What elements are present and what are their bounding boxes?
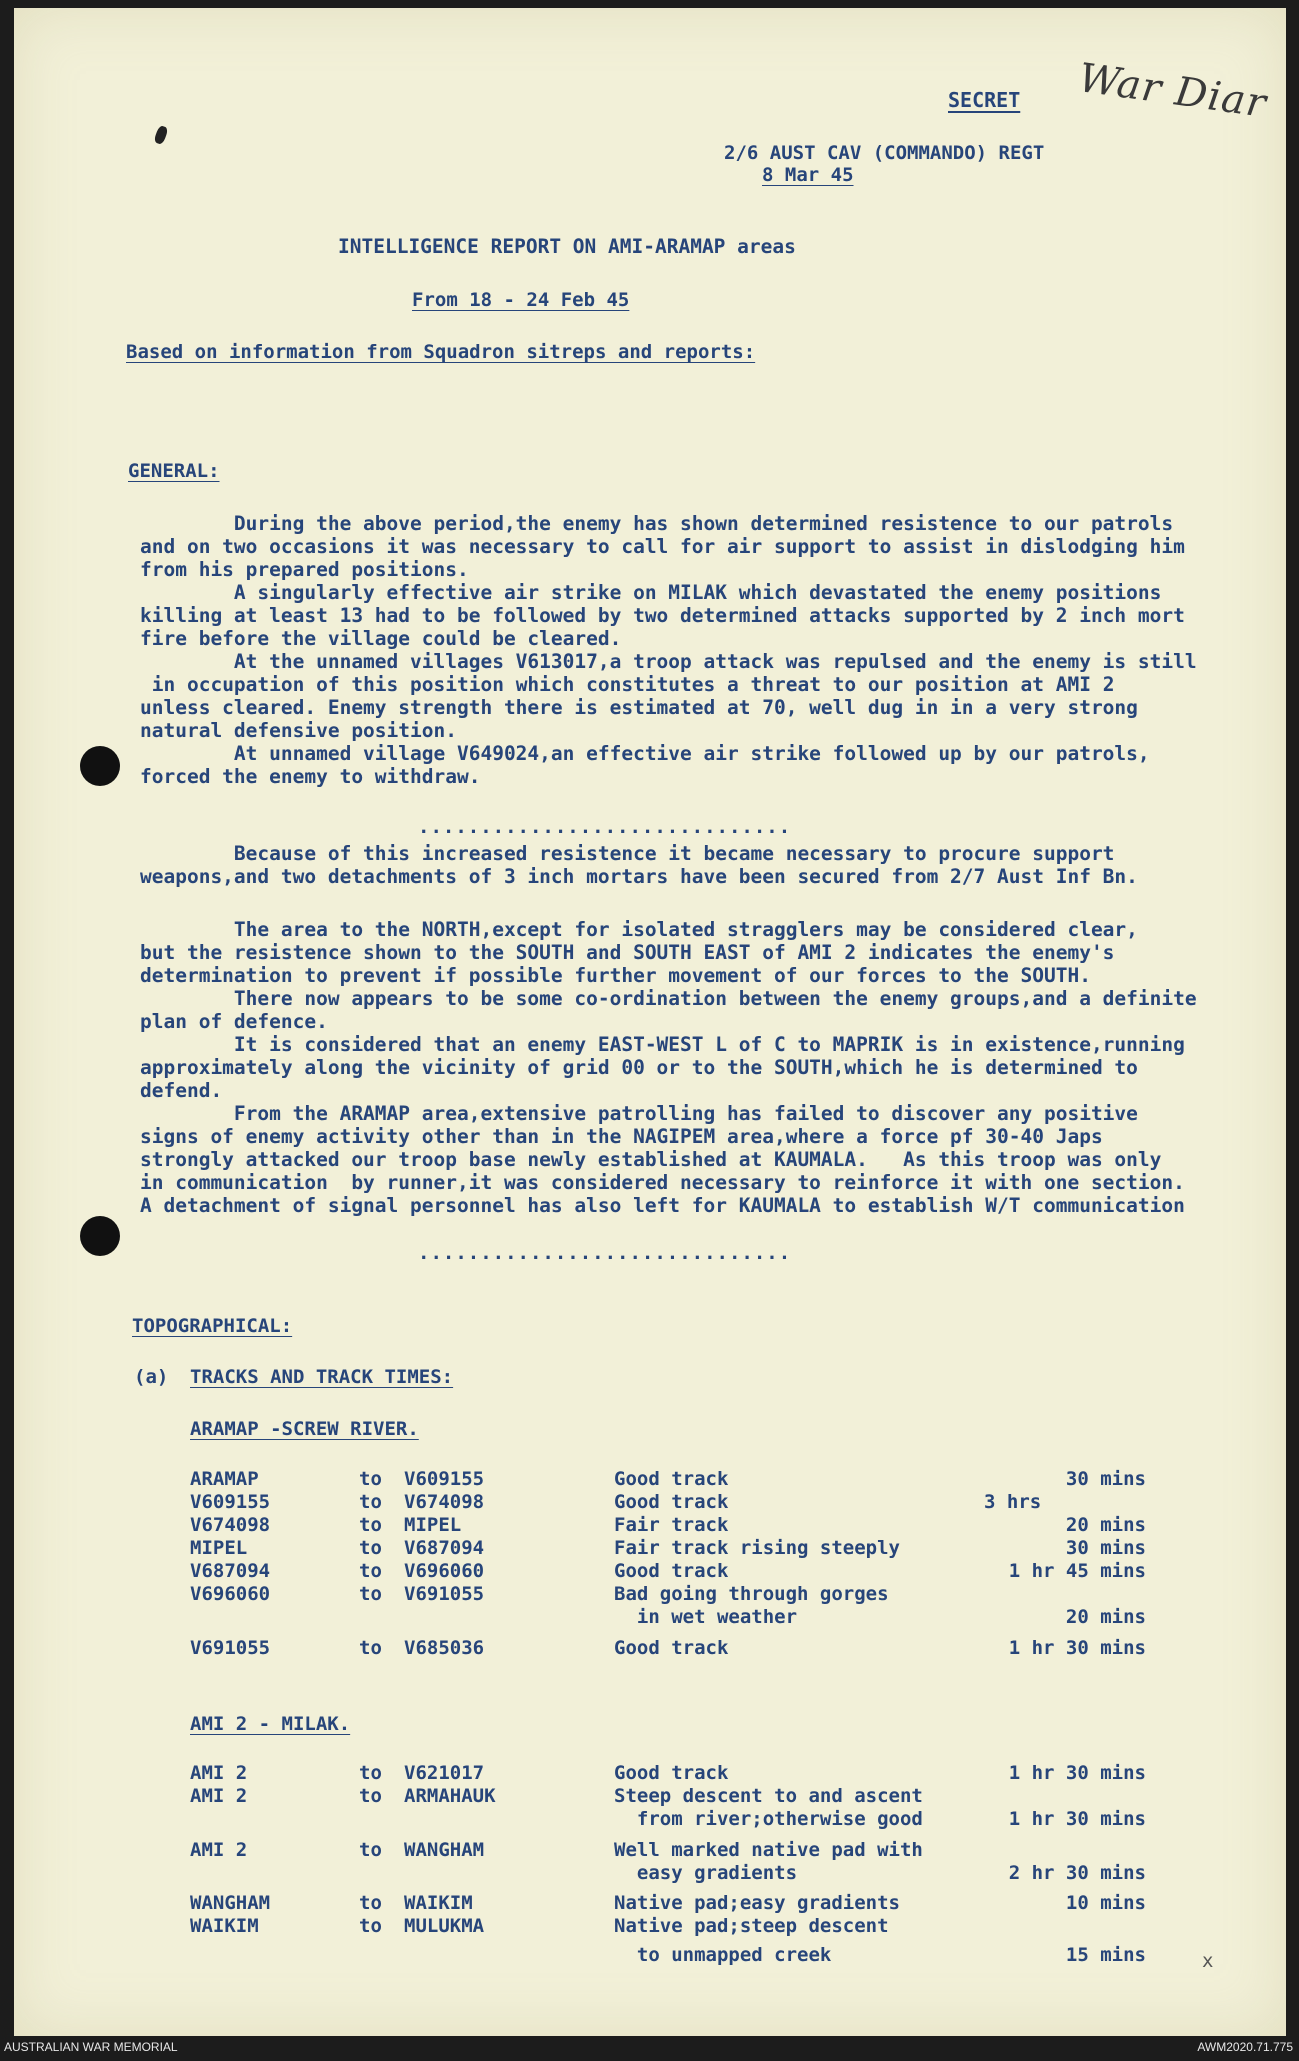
description-cell: Native pad;easy gradients <box>614 1892 900 1914</box>
from-cell: WAIKIM <box>190 1915 259 1937</box>
text-line: From the ARAMAP area,extensive patrolling has failed to discover any positive <box>140 1102 1138 1125</box>
unit-name: 2/6 AUST CAV (COMMANDO) REGT <box>724 142 1045 164</box>
description-cell: Fair track <box>614 1514 729 1536</box>
text-line: There now appears to be some co-ordination between the enemy groups,and a definite <box>140 987 1197 1010</box>
from-cell: ARAMAP <box>190 1468 259 1490</box>
to-word: to <box>359 1560 382 1582</box>
report-basis: Based on information from Squadron sitreps and reports: <box>126 341 756 363</box>
document-sheet <box>14 8 1286 2036</box>
from-cell: V696060 <box>190 1583 271 1605</box>
to-word: to <box>359 1637 382 1659</box>
punch-hole-top <box>80 746 120 786</box>
to-cell: MULUKMA <box>404 1915 485 1937</box>
time-cell: 3 hrs <box>984 1491 1042 1513</box>
text-line: natural defensive position. <box>140 719 457 742</box>
general-heading: GENERAL: <box>128 460 220 482</box>
general-block-3 <box>140 918 1250 1217</box>
to-word: to <box>359 1762 382 1784</box>
description-cell: to unmapped creek <box>614 1944 832 1966</box>
to-word: to <box>359 1583 382 1605</box>
text-line: weapons,and two detachments of 3 inch mortars have been secured from 2/7 Aust Inf Bn. <box>140 865 1138 888</box>
text-line: strongly attacked our troop base newly established at KAUMALA. As this troop was only <box>140 1148 1162 1171</box>
description-cell: Good track <box>614 1637 729 1659</box>
from-cell: V674098 <box>190 1514 271 1536</box>
text-line: in occupation of this position which constitutes a threat to our position at AMI 2 <box>140 673 1115 696</box>
time-cell: 30 mins <box>1065 1537 1146 1559</box>
time-cell: 2 hr 30 mins <box>1008 1862 1146 1884</box>
from-cell: MIPEL <box>190 1537 248 1559</box>
description-cell: from river;otherwise good <box>614 1808 923 1830</box>
time-cell: 1 hr 30 mins <box>1008 1762 1146 1784</box>
text-line: unless cleared. Enemy strength there is estimated at 70, well dug in in a very strong <box>140 696 1138 719</box>
report-date: 8 Mar 45 <box>762 164 854 186</box>
route-title-aramap: ARAMAP -SCREW RIVER. <box>190 1418 419 1440</box>
from-cell: WANGHAM <box>190 1892 271 1914</box>
handwritten-note: War Diar <box>1075 55 1270 127</box>
from-cell: AMI 2 <box>190 1839 248 1861</box>
from-cell: V691055 <box>190 1637 271 1659</box>
to-cell: V687094 <box>404 1537 485 1559</box>
footer-left: AUSTRALIAN WAR MEMORIAL <box>4 2040 178 2054</box>
text-line: forced the enemy to withdraw. <box>140 765 481 788</box>
section-title: TRACKS AND TRACK TIMES: <box>190 1366 454 1388</box>
text-line: During the above period,the enemy has shown determined resistence to our patrols <box>140 512 1174 535</box>
to-word: to <box>359 1491 382 1513</box>
time-cell: 10 mins <box>1065 1892 1146 1914</box>
time-cell: 1 hr 30 mins <box>1008 1637 1146 1659</box>
description-cell: Good track <box>614 1468 729 1490</box>
time-cell: 1 hr 45 mins <box>1008 1560 1146 1582</box>
description-cell: Native pad;steep descent <box>614 1915 889 1937</box>
text-line: Because of this increased resistence it became necessary to procure support <box>140 842 1115 865</box>
text-line: The area to the NORTH,except for isolated stragglers may be considered clear, <box>140 918 1138 941</box>
to-cell: V674098 <box>404 1491 485 1513</box>
route-title-ami: AMI 2 - MILAK. <box>190 1713 351 1735</box>
text-line: signs of enemy activity other than in the NAGIPEM area,where a force pf 30-40 Japs <box>140 1125 1103 1148</box>
punch-hole-bottom <box>80 1216 120 1256</box>
description-cell: Fair track rising steeply <box>614 1537 900 1559</box>
to-word: to <box>359 1839 382 1861</box>
text-line: fire before the village could be cleared. <box>140 627 622 650</box>
to-cell: V609155 <box>404 1468 485 1490</box>
to-word: to <box>359 1537 382 1559</box>
text-line: from his prepared positions. <box>140 558 469 581</box>
ink-mark <box>153 125 169 145</box>
text-line: approximately along the vicinity of grid 00 or to the SOUTH,which he is determined to <box>140 1056 1138 1079</box>
to-cell: WANGHAM <box>404 1839 485 1861</box>
separator-line-2: .............................. <box>418 1242 792 1264</box>
section-label: (a) <box>134 1366 169 1388</box>
description-cell: Well marked native pad with <box>614 1839 923 1861</box>
description-cell: Good track <box>614 1762 729 1784</box>
to-cell: V621017 <box>404 1762 485 1784</box>
text-line: At unnamed village V649024,an effective air strike followed up by our patrols, <box>140 742 1150 765</box>
text-line: defend. <box>140 1079 223 1102</box>
description-cell: Steep descent to and ascent <box>614 1785 923 1807</box>
time-cell: 30 mins <box>1065 1468 1146 1490</box>
text-line: and on two occasions it was necessary to call for air support to assist in dislodging him <box>140 535 1185 558</box>
to-cell: ARMAHAUK <box>404 1785 496 1807</box>
to-cell: V691055 <box>404 1583 485 1605</box>
text-line: A detachment of signal personnel has also left for KAUMALA to establish W/T communication <box>140 1194 1185 1217</box>
text-line: At the unnamed villages V613017,a troop attack was repulsed and the enemy is still <box>140 650 1197 673</box>
to-word: to <box>359 1915 382 1937</box>
description-cell: easy gradients <box>614 1862 798 1884</box>
from-cell: V609155 <box>190 1491 271 1513</box>
to-cell: MIPEL <box>404 1514 462 1536</box>
to-word: to <box>359 1468 382 1490</box>
description-cell: in wet weather <box>614 1606 798 1628</box>
from-cell: V687094 <box>190 1560 271 1582</box>
description-cell: Bad going through gorges <box>614 1583 889 1605</box>
time-cell: 20 mins <box>1065 1606 1146 1628</box>
text-line: It is considered that an enemy EAST-WEST L of C to MAPRIK is in existence,running <box>140 1033 1185 1056</box>
footnote-mark: x <box>1202 1950 1214 1972</box>
time-cell: 1 hr 30 mins <box>1008 1808 1146 1830</box>
text-line: plan of defence. <box>140 1010 328 1033</box>
to-cell: V696060 <box>404 1560 485 1582</box>
topographical-heading: TOPOGRAPHICAL: <box>132 1315 293 1337</box>
general-block-1 <box>140 512 1250 788</box>
to-cell: WAIKIM <box>404 1892 473 1914</box>
text-line: killing at least 13 had to be followed by two determined attacks supported by 2 inch mort <box>140 604 1185 627</box>
to-word: to <box>359 1892 382 1914</box>
time-cell: 15 mins <box>1065 1944 1146 1966</box>
report-title: INTELLIGENCE REPORT ON AMI-ARAMAP areas <box>338 235 796 258</box>
description-cell: Good track <box>614 1560 729 1582</box>
to-word: to <box>359 1514 382 1536</box>
text-line: but the resistence shown to the SOUTH and SOUTH EAST of AMI 2 indicates the enemy's <box>140 941 1115 964</box>
text-line: A singularly effective air strike on MILAK which devastated the enemy positions <box>140 581 1162 604</box>
footer-right: AWM2020.71.775 <box>1197 2040 1293 2054</box>
to-cell: V685036 <box>404 1637 485 1659</box>
report-period: From 18 - 24 Feb 45 <box>412 289 630 311</box>
text-line: in communication by runner,it was considered necessary to reinforce it with one section. <box>140 1171 1185 1194</box>
time-cell: 20 mins <box>1065 1514 1146 1536</box>
text-line: determination to prevent if possible further movement of our forces to the SOUTH. <box>140 964 1091 987</box>
separator-line: .............................. <box>418 816 792 838</box>
general-block-2 <box>140 842 1250 888</box>
description-cell: Good track <box>614 1491 729 1513</box>
to-word: to <box>359 1785 382 1807</box>
from-cell: AMI 2 <box>190 1785 248 1807</box>
classification-label: SECRET <box>948 88 1021 112</box>
from-cell: AMI 2 <box>190 1762 248 1784</box>
